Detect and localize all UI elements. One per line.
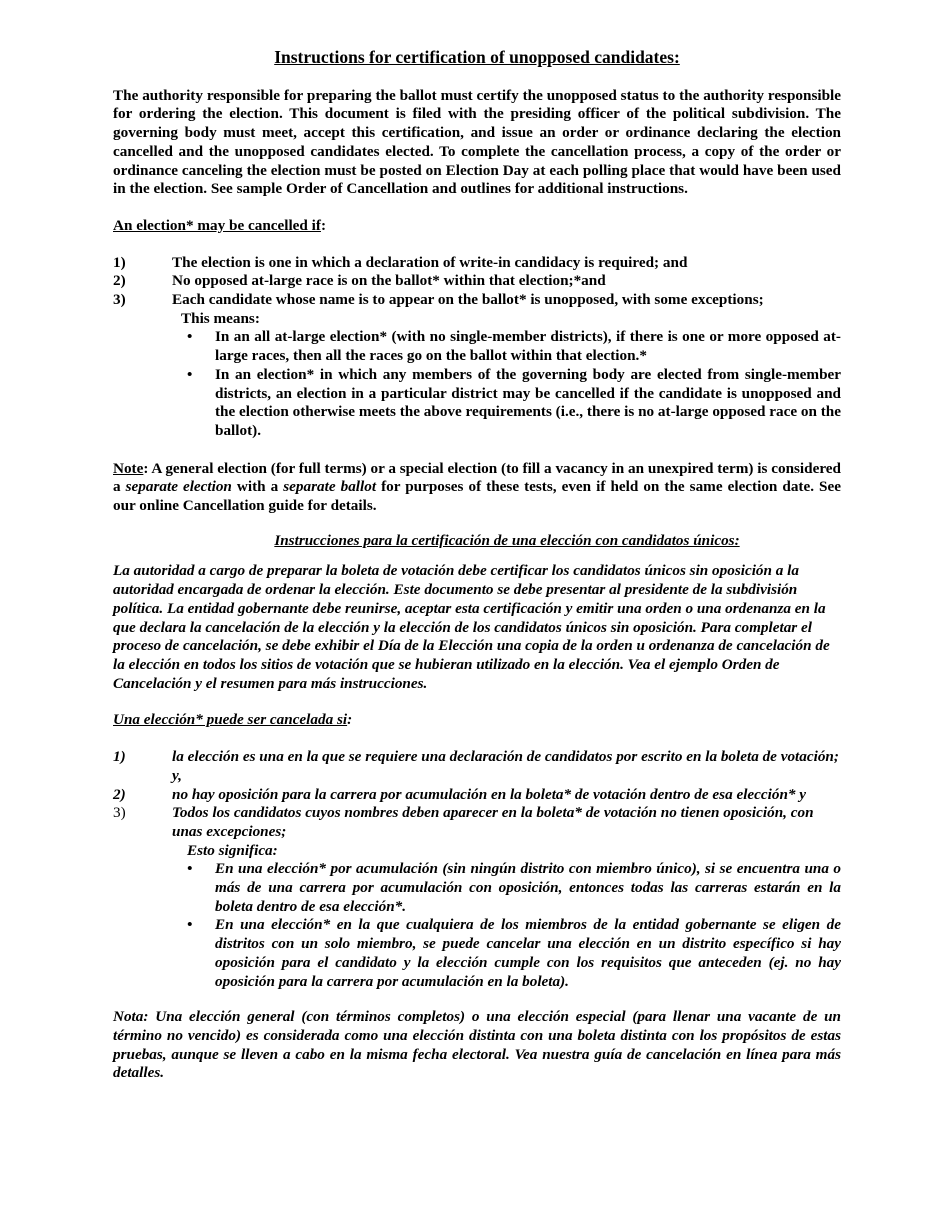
- english-list-item-3: [113, 291, 841, 310]
- list-number: 1): [113, 253, 126, 271]
- english-bullet-1: [187, 328, 841, 365]
- spanish-condition-heading-colon: :: [347, 711, 353, 729]
- list-number: 2): [113, 785, 126, 803]
- list-number: 1): [113, 748, 126, 766]
- spanish-condition-heading-text: Una elección* puede ser cancelada si: [113, 711, 348, 729]
- english-title: Instructions for certification of unopposed candidates:: [274, 47, 680, 67]
- spanish-means-label: Esto significa:: [187, 841, 278, 859]
- list-item-text: Todos los candidatos cuyos nombres deben aparecer en la boleta* de votación no tienen oposición, con unas excepciones;: [172, 804, 814, 840]
- spanish-bullet-1: [187, 860, 841, 916]
- note-text-part-2: with a: [231, 478, 284, 496]
- spanish-note-paragraph: Nota: Una elección general (con términos completos) o una elección especial (para llenar una vacante de un término no vencido) es considerada como una elección distinta con una boleta distinta con los propósitos de estas pruebas, aunque se lleven a cabo en la misma fecha electoral. Vea nuestra guía de cancelación en línea para más detalles.: [113, 1008, 841, 1082]
- spanish-condition-heading: [113, 711, 841, 730]
- list-number: 3): [113, 291, 126, 309]
- list-number: 2): [113, 272, 126, 290]
- english-note-paragraph: [113, 460, 841, 516]
- list-number: 3): [113, 804, 126, 822]
- english-means-label: This means:: [181, 309, 260, 327]
- bullet-text: In an all at-large election* (with no single-member districts), if there is one or more opposed at-large races, then all the races go on the ballot within that election.*: [215, 328, 841, 365]
- bullet-icon: •: [187, 365, 193, 383]
- english-list-item-1: [113, 254, 841, 273]
- list-item-text: Each candidate whose name is to appear on the ballot* is unopposed, with some exceptions;: [172, 291, 764, 309]
- list-item-text: The election is one in which a declaration of write-in candidacy is required; and: [172, 253, 688, 271]
- spanish-list-item-2: [113, 786, 841, 805]
- english-intro-paragraph: The authority responsible for preparing the ballot must certify the unopposed status to the authority responsible for ordering the election. This document is filed with the presiding officer of the political subdivision. The governing body must meet, accept this certification, and issue an order or ordinance declaring the election cancelled and the unopposed candidates elected. To complete the cancellation process, a copy of the order or ordinance canceling the election must be posted on Election Day at each polling place that would have been used in the election. See sample Order of Cancellation and outlines for additional instructions.: [113, 86, 841, 198]
- spanish-list-item-3: [113, 804, 841, 841]
- bullet-icon: •: [187, 860, 193, 878]
- bullet-text: In an election* in which any members of the governing body are elected from single-member districts, an election in a particular district may be cancelled if the candidate is unopposed and the election otherwise meets the above requirements (i.e., there is no at-large opposed race on the ballot).: [215, 365, 841, 439]
- bullet-text: En una elección* en la que cualquiera de los miembros de la entidad gobernante se eligen de distritos con un solo miembro, se puede cancelar una elección en un distrito específico si hay oposición para el candidato y la elección cumple con los requisitos que anteceden (ej. no hay oposición para la carrera por acumulación en la boleta).: [215, 916, 841, 990]
- note-emphasis-separate-ballot: separate ballot: [283, 478, 377, 496]
- list-item-text: No opposed at-large race is on the ballot* within that election;*and: [172, 272, 606, 290]
- spanish-bullet-2: [187, 916, 841, 991]
- spanish-list-item-1: [113, 748, 841, 785]
- note-emphasis-separate-election: separate election: [125, 478, 232, 496]
- note-label: Note: [113, 459, 144, 477]
- bullet-text: En una elección* por acumulación (sin ningún distrito con miembro único), si se encuentra una o más de una carrera por acumulación con oposición, entonces todas las carreras estarán en la boleta dentro de esa elección*.: [215, 860, 841, 915]
- bullet-icon: •: [187, 916, 193, 934]
- english-condition-heading-text: An election* may be cancelled if: [113, 216, 321, 234]
- list-item-text: no hay oposición para la carrera por acumulación en la boleta* de votación dentro de esa elección* y: [172, 785, 807, 803]
- english-list-item-2: [113, 272, 841, 291]
- english-bullet-2: [187, 366, 841, 441]
- spanish-intro-paragraph: La autoridad a cargo de preparar la boleta de votación debe certificar los candidatos únicos sin oposición a la autoridad encargada de ordenar la elección. Este documento se debe presentar al presidente de la subdivisión política. La entidad gobernante debe reunirse, aceptar esta certificación y emitir una orden o una ordenanza en la que declara la cancelación de la elección y la elección de los candidatos únicos sin oposición. Para completar el proceso de cancelación, se debe exhibir el Día de la Elección una copia de la orden u ordenanza de cancelación de la elección en todos los sitios de votación que se hubieran utilizado en la elección. Vea el ejemplo Orden de Cancelación y el resumen para más instrucciones.: [113, 562, 830, 692]
- spanish-title: Instrucciones para la certificación de una elección con candidatos únicos:: [274, 531, 740, 549]
- document-content: [113, 48, 841, 1083]
- english-condition-heading: [113, 217, 841, 236]
- list-item-text: la elección es una en la que se requiere una declaración de candidatos por escrito en la boleta de votación; y,: [172, 748, 839, 784]
- english-condition-heading-colon: :: [320, 216, 327, 234]
- bullet-icon: •: [187, 328, 193, 346]
- note-text-part-1: : A general election (for full terms) or a special election (to fill a vacancy in an unexpired term) is considered a: [113, 459, 841, 496]
- note-text-part-3: for purposes of these tests, even if held on the same election date. See our online Cancellation guide for details.: [113, 478, 841, 515]
